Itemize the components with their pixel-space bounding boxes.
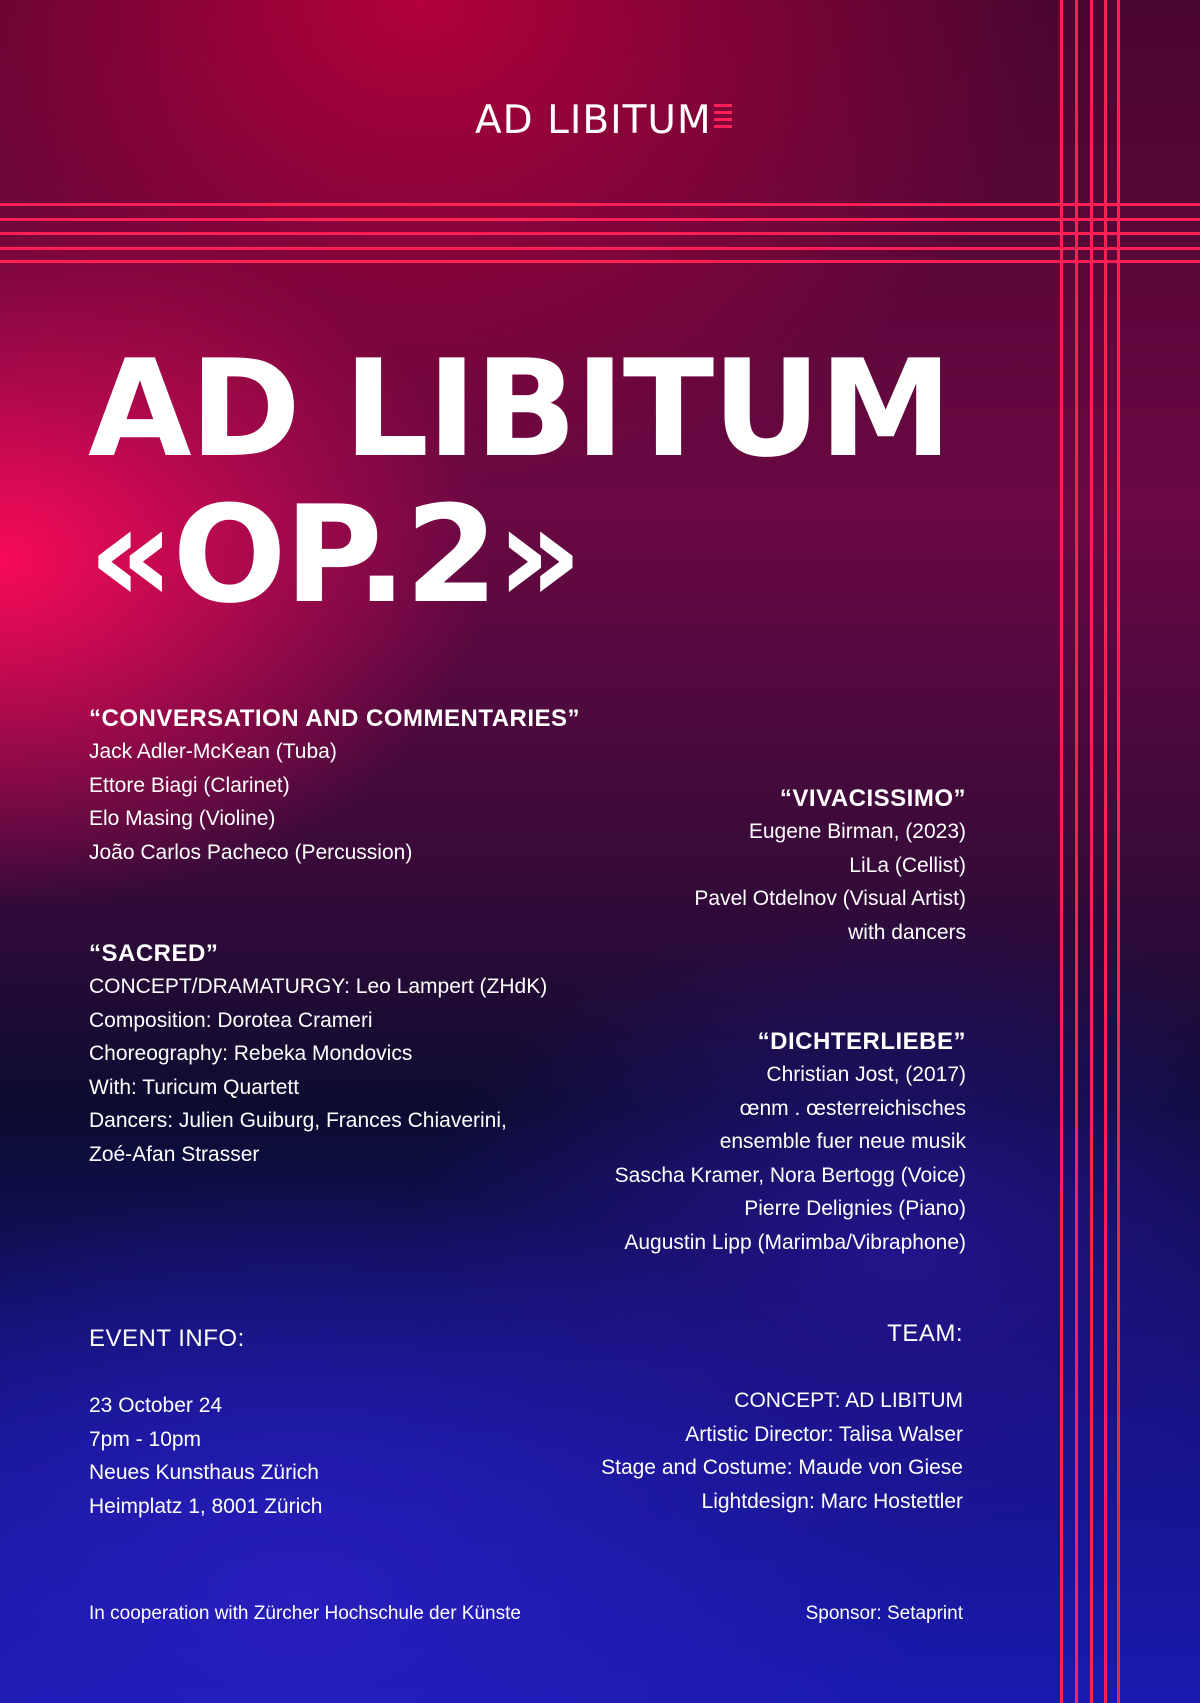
decor-line-horizontal [0, 247, 1200, 250]
team-heading: TEAM: [887, 1320, 963, 1347]
piece-line: Pierre Delignies (Piano) [744, 1197, 966, 1220]
piece-line: Dancers: Julien Guiburg, Frances Chiaverini, [89, 1109, 507, 1132]
decor-line-horizontal [0, 218, 1200, 221]
piece-line: Zoé-Afan Strasser [89, 1142, 260, 1166]
decor-line-vertical [1060, 0, 1063, 1703]
piece-line: With: Turicum Quartett [89, 1075, 300, 1099]
event-info-line: 23 October 24 [89, 1394, 223, 1417]
event-info-heading: EVENT INFO: [89, 1325, 245, 1352]
title-line-2: «OP.2» [88, 477, 581, 633]
piece-heading: “SACRED” [89, 940, 219, 967]
piece-line: CONCEPT/DRAMATURGY: Leo Lampert (ZHdK) [89, 975, 548, 998]
decor-line-horizontal [0, 232, 1200, 235]
piece-line: with dancers [848, 920, 966, 944]
team-line: Artistic Director: Talisa Walser [685, 1422, 963, 1446]
piece-heading: “CONVERSATION AND COMMENTARIES” [89, 705, 581, 732]
team-line: Lightdesign: Marc Hostettler [701, 1489, 963, 1513]
piece-line: Eugene Birman, (2023) [748, 820, 966, 843]
team [403, 1317, 963, 1518]
piece-line: Pavel Otdelnov (Visual Artist) [694, 887, 966, 910]
piece-line: Ettore Biagi (Clarinet) [89, 773, 290, 797]
decor-line-horizontal [0, 203, 1200, 206]
event-info [89, 1322, 322, 1523]
piece-heading: “VIVACISSIMO” [779, 785, 966, 812]
logo-text: AD LIBITUM [475, 98, 712, 143]
piece-line: Christian Jost, (2017) [766, 1063, 966, 1086]
piece-line: Sascha Kramer, Nora Bertogg (Voice) [614, 1163, 966, 1187]
title-line-1: AD LIBITUM [88, 331, 951, 487]
piece-line: Choreography: Rebeka Mondovics [89, 1042, 413, 1065]
team-line: Stage and Costume: Maude von Giese [601, 1456, 963, 1479]
piece-line: Elo Masing (Violine) [89, 807, 276, 830]
decor-line-vertical [1090, 0, 1093, 1703]
cooperation-note: In cooperation with Zürcher Hochschule der Künste [89, 1603, 521, 1624]
decor-line-vertical [1117, 0, 1120, 1703]
piece-line: Jack Adler-McKean (Tuba) [89, 740, 337, 763]
piece-line: Augustin Lipp (Marimba/Vibraphone) [624, 1230, 966, 1254]
piece-vivacissimo [446, 782, 966, 949]
logo-bars-icon [714, 104, 732, 132]
piece-dichterliebe [406, 1025, 966, 1259]
decor-line-horizontal [0, 260, 1200, 263]
decor-line-vertical [1075, 0, 1078, 1703]
piece-line: œnm . œsterreichisches [739, 1096, 966, 1120]
sponsor-note: Sponsor: Setaprint [805, 1603, 963, 1624]
event-info-line: 7pm - 10pm [89, 1427, 202, 1451]
event-info-line: Heimplatz 1, 8001 Zürich [89, 1494, 323, 1518]
event-info-line: Neues Kunsthaus Zürich [89, 1461, 319, 1484]
piece-line: LiLa (Cellist) [849, 853, 966, 877]
decor-line-vertical [1104, 0, 1107, 1703]
piece-line: João Carlos Pacheco (Percussion) [89, 840, 413, 864]
team-line: CONCEPT: AD LIBITUM [734, 1389, 963, 1412]
piece-heading: “DICHTERLIEBE” [757, 1028, 966, 1055]
piece-line: ensemble fuer neue musik [719, 1130, 966, 1153]
piece-line: Composition: Dorotea Crameri [89, 1008, 373, 1032]
